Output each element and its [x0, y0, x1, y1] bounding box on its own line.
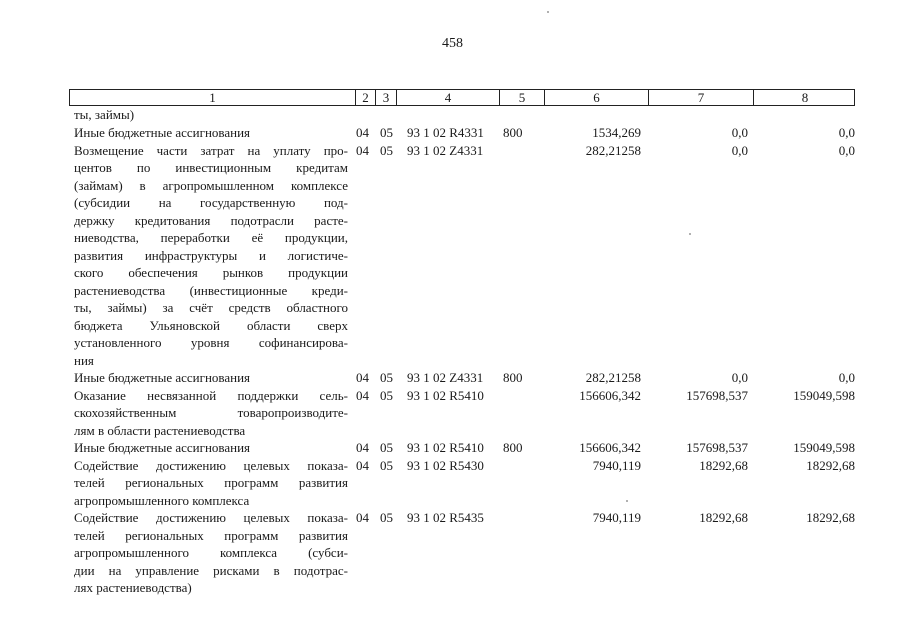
amount-col6: 282,21258 — [585, 370, 641, 385]
target-article: 93 1 02 R5410 — [407, 440, 484, 455]
expense-type: 800 — [503, 370, 523, 385]
row-name-line: агропромышленного комплекса (субси- — [74, 545, 348, 560]
row-name-line: ния — [74, 352, 94, 368]
amount-col7: 18292,68 — [699, 457, 748, 473]
row-name-line: телей региональных программ развития — [74, 475, 348, 490]
row-name — [74, 387, 348, 440]
amount-col7: 18292,68 — [699, 510, 748, 525]
column-header-5: 5 — [499, 90, 544, 105]
amount-col6: 7940,119 — [592, 457, 641, 473]
target-article: 93 1 02 R5410 — [407, 387, 484, 403]
row-name-line: Содействие достижению целевых показа- — [74, 510, 348, 525]
section-code: 04 — [356, 370, 369, 385]
target-article: 93 1 02 R5430 — [407, 457, 484, 473]
scan-speck — [626, 500, 628, 502]
row-name — [74, 142, 348, 370]
section-code: 04 — [356, 142, 369, 158]
row-name-line: дии на управление рисками в подотрас- — [74, 562, 348, 578]
amount-col7: 0,0 — [731, 125, 748, 140]
section-code: 04 — [356, 510, 369, 525]
row-name-line: Возмещение части затрат на уплату про- — [74, 142, 348, 158]
column-header-8: 8 — [753, 90, 856, 105]
row-name-line: ты, займы) за счёт средств областного — [74, 300, 348, 315]
amount-col7: 157698,537 — [686, 387, 748, 403]
column-header-1: 1 — [209, 90, 216, 105]
column-header-7: 7 — [648, 90, 753, 105]
amount-col6: 156606,342 — [579, 440, 641, 455]
row-name-line: развития инфраструктуры и логистиче- — [74, 247, 348, 263]
row-name-line: установленного уровня софинансирова- — [74, 335, 348, 350]
target-article: 93 1 02 Z4331 — [407, 142, 484, 158]
column-header-2: 2 — [355, 90, 375, 105]
row-name-line: Оказание несвязанной поддержки сель- — [74, 387, 348, 403]
amount-col7: 157698,537 — [686, 440, 748, 455]
column-header-row — [69, 89, 855, 106]
section-code: 04 — [356, 387, 369, 403]
row-name-line: Иные бюджетные ассигнования — [74, 370, 251, 385]
amount-col8: 18292,68 — [806, 457, 855, 473]
expense-type: 800 — [503, 440, 523, 455]
column-header-3: 3 — [375, 90, 396, 105]
row-name — [74, 457, 348, 510]
amount-col6: 1534,269 — [592, 125, 641, 140]
row-name — [74, 509, 348, 597]
subsection-code: 05 — [380, 440, 393, 455]
section-code: 04 — [356, 125, 369, 140]
page-number: 458 — [442, 36, 463, 51]
amount-col8: 0,0 — [838, 125, 855, 140]
row-name-line: (субсидии на государственную под- — [74, 195, 348, 210]
target-article: 93 1 02 R5435 — [407, 510, 484, 525]
target-article: 93 1 02 R4331 — [407, 125, 484, 140]
amount-col8: 0,0 — [838, 142, 855, 158]
scan-speck — [689, 233, 691, 235]
amount-col7: 0,0 — [731, 370, 748, 385]
subsection-code: 05 — [380, 510, 393, 525]
column-header-4: 4 — [396, 90, 499, 105]
row-name-line: бюджета Ульяновской области сверх — [74, 317, 348, 333]
section-code: 04 — [356, 440, 369, 455]
row-name — [74, 439, 348, 457]
row-name-line: Иные бюджетные ассигнования — [74, 440, 251, 455]
subsection-code: 05 — [380, 370, 393, 385]
amount-col6: 156606,342 — [579, 387, 641, 403]
row-name-line: держку кредитования подотрасли расте- — [74, 212, 348, 228]
row-name — [74, 124, 348, 142]
column-header-6: 6 — [544, 90, 648, 105]
amount-col8: 18292,68 — [806, 510, 855, 525]
row-name-line: растениеводства (инвестиционные креди- — [74, 282, 348, 298]
section-code: 04 — [356, 457, 369, 473]
row-name-line: Иные бюджетные ассигнования — [74, 125, 251, 140]
row-name-line: ского обеспечения рынков продукции — [74, 265, 348, 280]
row-name-line: центов по инвестиционным кредитам — [74, 160, 348, 175]
row-name-line: ниеводства, переработки её продукции, — [74, 230, 348, 245]
subsection-code: 05 — [380, 142, 393, 158]
row-name-line: Содействие достижению целевых показа- — [74, 457, 348, 473]
amount-col6: 282,21258 — [585, 142, 641, 158]
expense-type: 800 — [503, 125, 523, 140]
continuation-label: ты, займы) — [74, 107, 135, 122]
subsection-code: 05 — [380, 387, 393, 403]
row-name-line: агропромышленного комплекса — [74, 492, 250, 508]
amount-col6: 7940,119 — [592, 510, 641, 525]
row-name-line: телей региональных программ развития — [74, 527, 348, 543]
row-name-line: скохозяйственным товаропроизводите- — [74, 405, 348, 420]
target-article: 93 1 02 Z4331 — [407, 370, 484, 385]
scan-speck — [547, 11, 549, 13]
row-name-line: лям в области растениеводства — [74, 422, 246, 438]
row-name-line: (займам) в агропромышленном комплексе — [74, 177, 348, 193]
amount-col8: 159049,598 — [793, 440, 855, 455]
amount-col8: 159049,598 — [793, 387, 855, 403]
subsection-code: 05 — [380, 125, 393, 140]
amount-col7: 0,0 — [731, 142, 748, 158]
subsection-code: 05 — [380, 457, 393, 473]
row-name — [74, 369, 348, 387]
amount-col8: 0,0 — [838, 370, 855, 385]
row-name-line: лях растениеводства) — [74, 580, 192, 595]
